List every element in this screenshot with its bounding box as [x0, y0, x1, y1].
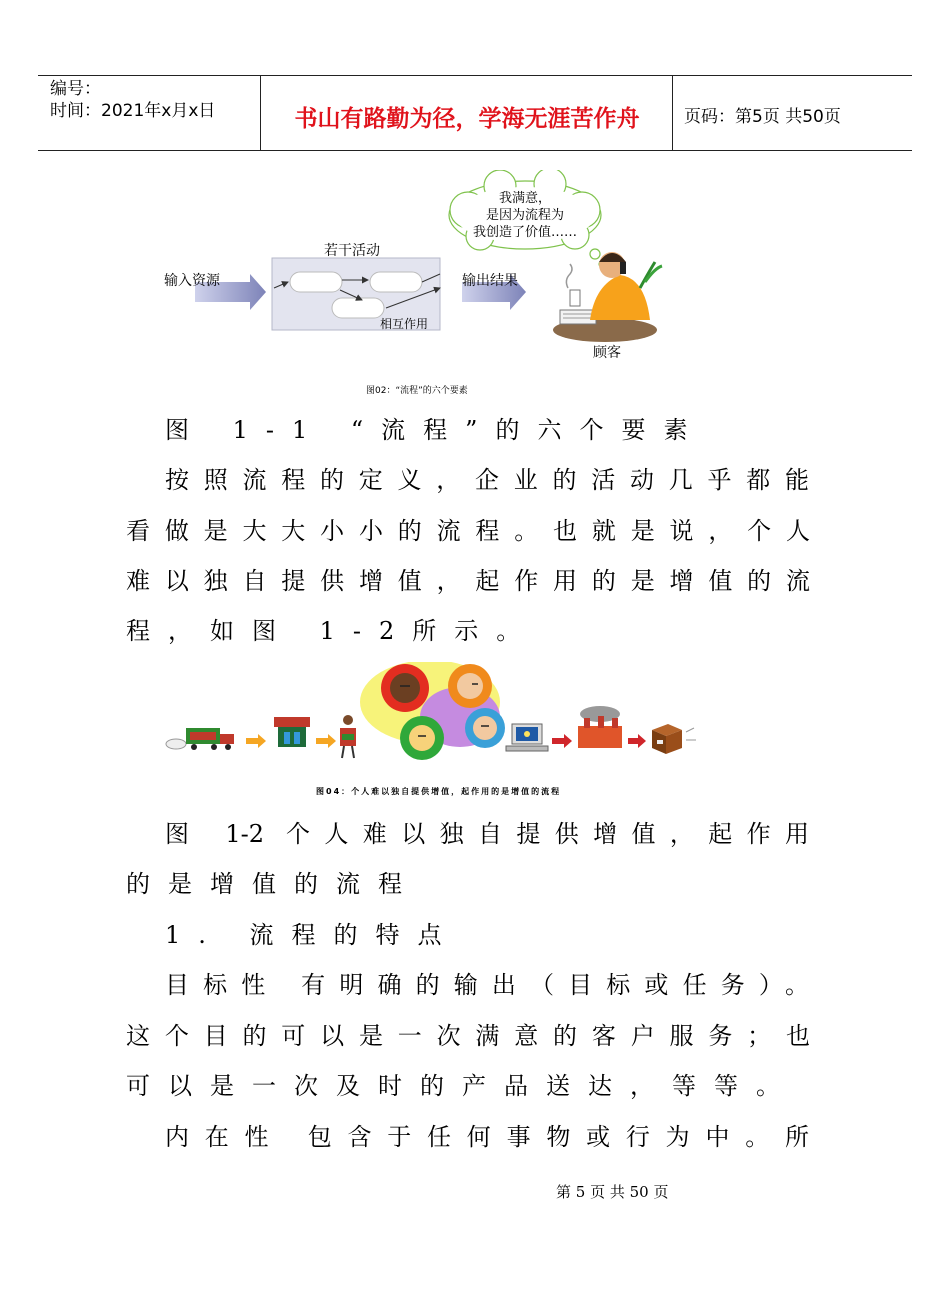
body-line-12: 内在性 包含于任何事物或行为中。所: [165, 1123, 809, 1151]
body-line-7: 的是增值的流程: [126, 870, 420, 898]
bubble-line-3: 我创造了价值……: [472, 225, 577, 240]
body-line-4: 难以独自提供增值，起作用的是增值的流: [126, 567, 810, 595]
section-heading-process-features: 1. 流程的特点: [165, 921, 460, 949]
figure1-caption: 图02：“流程”的六个要素: [366, 386, 468, 396]
header-number-label: 编号：: [50, 79, 101, 99]
customer-illustration: [553, 252, 662, 342]
interaction-label: 相互作用: [380, 317, 429, 331]
truck-icon: [166, 728, 234, 750]
header-top-rule: [38, 75, 912, 76]
output-result-label: 输出结果: [462, 273, 518, 289]
value-chain-graphics: [160, 662, 700, 772]
header-motto: 书山有路勤为径，学海无涯苦作舟: [294, 105, 640, 132]
header-divider-left: [260, 75, 261, 151]
body-line-11: 可以是一次及时的产品送达，等等。: [126, 1072, 798, 1100]
figure-1-1-title: 图 1-1 “流程”的六个要素: [165, 416, 706, 444]
factory-icon: [578, 706, 622, 748]
bubble-line-1: 我满意，: [498, 191, 551, 206]
header-time-label: 时间：2021年x月x日: [50, 101, 216, 121]
package-icon: [652, 724, 696, 754]
bubble-line-2: 是因为流程为: [485, 208, 564, 223]
figure2-caption: 图04：个人难以独自提供增值，起作用的是增值的流程: [316, 787, 562, 796]
input-resources-label: 输入资源: [164, 273, 220, 289]
process-diagram-graphics: [150, 170, 670, 400]
worker-icon: [340, 715, 356, 758]
body-line-5: 程，如图 1-2所示。: [126, 617, 539, 645]
header-bottom-rule: [38, 150, 912, 151]
machine-icon: [274, 717, 310, 747]
body-line-9: 目标性 有明确的输出（目标或任务）。: [165, 971, 809, 999]
process-elements-figure: [150, 170, 670, 400]
page-footer: 第 5 页 共 50 页: [556, 1183, 669, 1201]
body-line-3: 看做是大大小小的流程。也就是说，个人: [126, 517, 810, 545]
activities-label: 若干活动: [324, 243, 380, 259]
computer-icon: [506, 724, 548, 751]
figure-1-2-title: 图 1-2 个人难以独自提供增值，起作用: [165, 820, 809, 848]
body-line-2: 按照流程的定义，企业的活动几乎都能: [165, 466, 809, 494]
value-chain-figure: [160, 662, 700, 772]
header-page-info: 页码：第5页 共50页: [684, 107, 841, 127]
body-line-10: 这个目的可以是一次满意的客户服务；也: [126, 1022, 810, 1050]
header-divider-right: [672, 75, 673, 151]
customer-label: 顾客: [593, 345, 621, 361]
